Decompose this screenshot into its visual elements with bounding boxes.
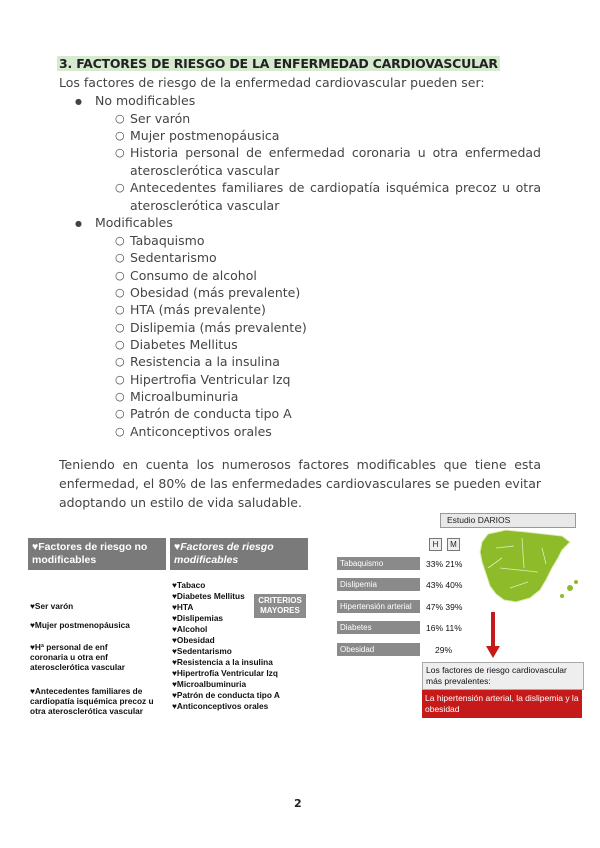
list-item: ○ Tabaquismo <box>115 233 205 248</box>
prevalent-factors-heading: Los factores de riesgo cardiovascular más prevalentes: <box>422 662 584 690</box>
list-item: ○ Patrón de conducta tipo A <box>115 406 292 421</box>
factor-values: 16% 11% <box>426 623 462 633</box>
slide-item: ♥Mujer postmenopáusica <box>30 620 130 630</box>
factor-values: 29% <box>435 645 453 655</box>
list-label: No modificables <box>95 93 196 108</box>
slide-item: ♥Alcohol <box>172 624 208 634</box>
list-item: ○ Dislipemia (más prevalente) <box>115 320 307 335</box>
list-item: ○ Mujer postmenopáusica <box>115 128 280 143</box>
list-item: ○ Anticonceptivos orales <box>115 424 272 439</box>
slide-item: ♥Anticonceptivos orales <box>172 701 269 711</box>
intro-text: Los factores de riesgo de la enfermedad cardiovascular pueden ser: <box>59 75 485 90</box>
slide-item: ♥Tabaco <box>172 580 206 590</box>
list-item: ○ Microalbuminuria <box>115 389 239 404</box>
list-item: ○ Obesidad (más prevalente) <box>115 285 301 300</box>
factor-values: 33% 21% <box>426 559 463 569</box>
page-number: 2 <box>294 797 302 810</box>
list-item: ○ Hipertrofia Ventricular Izq <box>115 372 291 387</box>
slide-item: ♥Hª personal de enf coronaria u otra enf aterosclerótica vascular <box>30 642 126 672</box>
list-item: ○ HTA (más prevalente) <box>115 302 266 317</box>
slide-item: ♥Patrón de conducta tipo A <box>172 690 280 700</box>
slide-title-modificables: ♥Factores de riesgo modificables <box>170 538 308 570</box>
factor-label: Tabaquismo <box>337 557 420 570</box>
spain-map-icon <box>466 528 584 618</box>
slide-item: ♥Sedentarismo <box>172 646 232 656</box>
slide-item: ♥Hipertrofia Ventricular Izq <box>172 668 278 678</box>
list-item: ○ Diabetes Mellitus <box>115 337 238 352</box>
factor-values: 43% 40% <box>426 580 463 590</box>
list-item: ○ Consumo de alcohol <box>115 268 257 283</box>
arrow-down-icon <box>486 612 500 658</box>
slide-item: ♥HTA <box>172 602 194 612</box>
slide-item: ♥Antecedentes familiares de cardiopatía isquémica precoz u otra aterosclerótica vascular <box>30 686 154 716</box>
estudio-darios-label: Estudio DARIOS <box>440 513 576 528</box>
factor-label: Hipertensión arterial <box>337 600 420 613</box>
list-item: ○ Resistencia a la insulina <box>115 354 280 369</box>
list-item: ○ Ser varón <box>115 111 191 126</box>
slide-item: ♥Obesidad <box>172 635 215 645</box>
header-hombres: H <box>429 538 442 551</box>
list-item: ○ Historia personal de enfermedad coronaria u otra enfermedad aterosclerótica vascular <box>115 145 541 178</box>
slide-item: ♥Ser varón <box>30 601 74 611</box>
prevalent-factors-answer: La hipertensión arterial, la dislipemia y la obesidad <box>422 690 582 718</box>
list-modificables <box>77 215 173 230</box>
factor-label: Diabetes <box>337 621 420 634</box>
factor-label: Obesidad <box>337 643 420 656</box>
slide-item: ♥Microalbuminuria <box>172 679 247 689</box>
list-no-modificables <box>77 93 195 108</box>
slide-item: ♥Diabetes Mellitus <box>172 591 245 601</box>
section-heading: 3. FACTORES DE RIESGO DE LA ENFERMEDAD CARDIOVASCULAR <box>59 56 498 71</box>
conclusion-paragraph: Teniendo en cuenta los numerosos factores modificables que tiene esta enfermedad, el 80% de las enfermedades cardiovasculares se pueden evitar adoptando un estilo de vida saludable. <box>59 457 541 510</box>
slide-item: ♥Resistencia a la insulina <box>172 657 273 667</box>
slide-item: ♥Dislipemias <box>172 613 224 623</box>
list-label: Modificables <box>95 215 173 230</box>
list-item: ○ Sedentarismo <box>115 250 217 265</box>
factor-values: 47% 39% <box>426 602 463 612</box>
header-mujeres: M <box>447 538 460 551</box>
slide-title-no-modificables: ♥Factores de riesgo no modificables <box>28 538 166 570</box>
list-item: ○ Antecedentes familiares de cardiopatía isquémica precoz u otra aterosclerótica vascular <box>115 180 541 213</box>
factor-label: Dislipemia <box>337 578 420 591</box>
criterios-mayores-badge: CRITERIOS MAYORES <box>254 594 306 618</box>
